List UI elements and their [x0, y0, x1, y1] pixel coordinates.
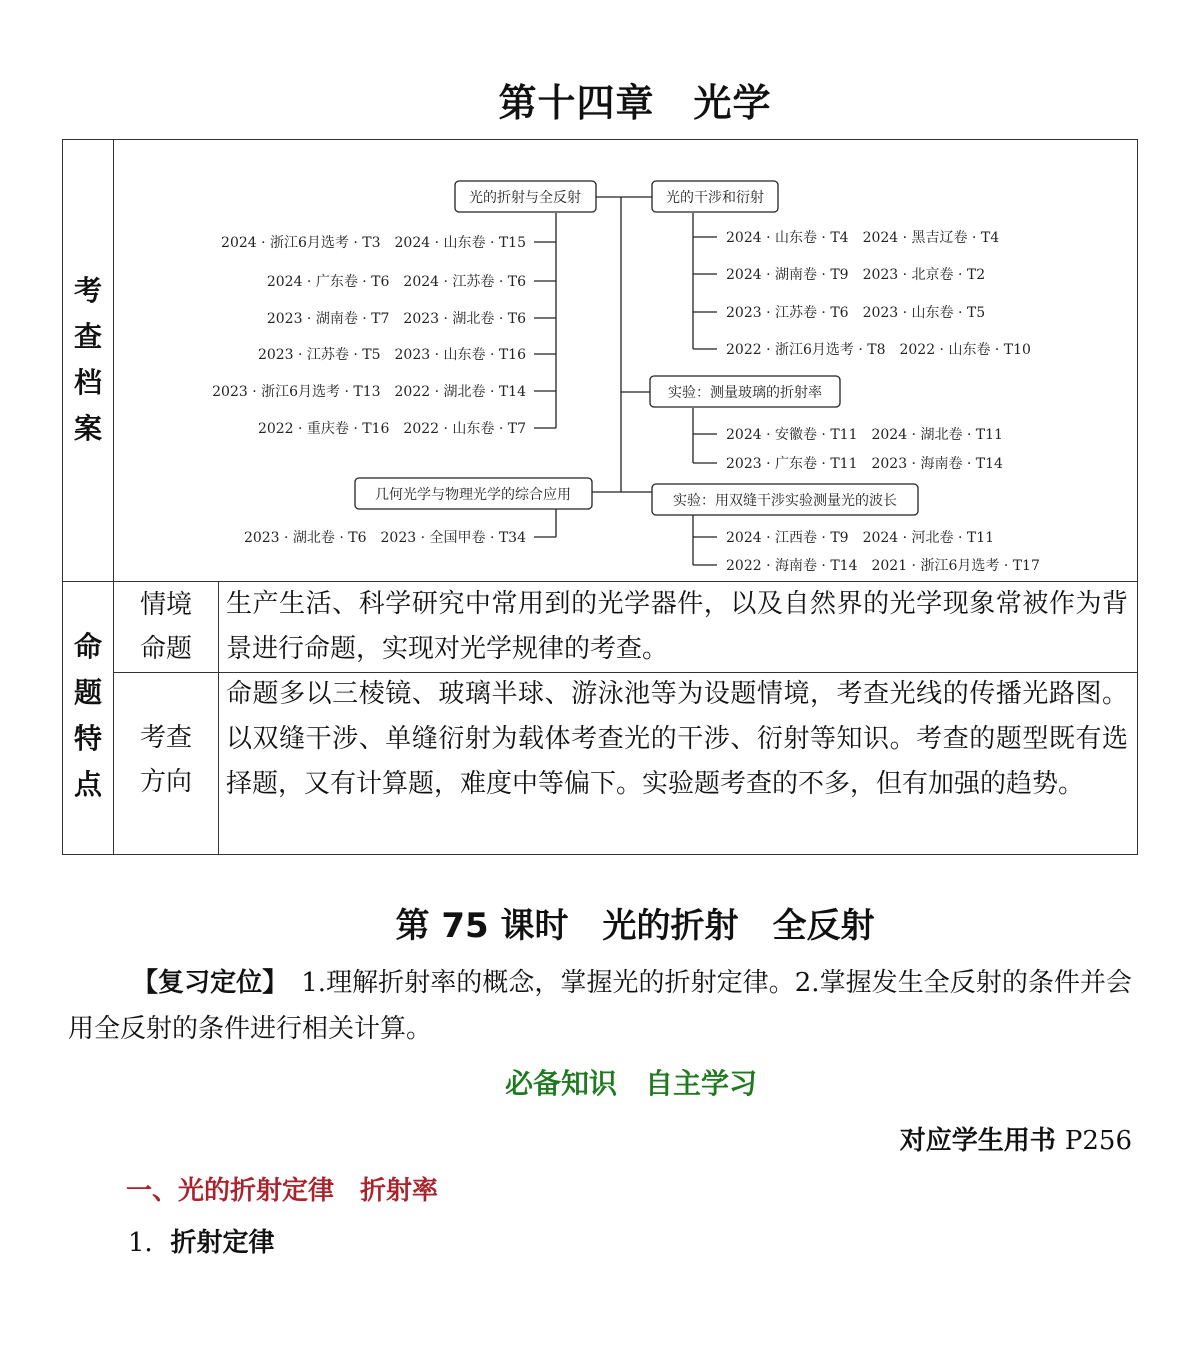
reference-page: P256 [1064, 1126, 1132, 1156]
topic-exp-doubleslit: 实验：用双缝干涉实验测量光的波长 [673, 493, 897, 509]
topic-refraction: 光的折射与全反射 [469, 190, 581, 206]
row-label-exam-archive: 考 查 档 案 [73, 274, 102, 445]
exp-doubleslit-item: 2022 · 海南卷 · T14 2021 · 浙江6月选考 · T17 [726, 558, 1040, 574]
book-reference [900, 1120, 1132, 1157]
table-divider [218, 581, 219, 855]
sub-label-context: 情境 命题 [139, 590, 192, 664]
refraction-item: 2023 · 江苏卷 · T5 2023 · 山东卷 · T16 [257, 347, 526, 363]
combined-item: 2023 · 湖北卷 · T6 2023 · 全国甲卷 · T34 [243, 530, 526, 546]
topic-combined: 几何光学与物理光学的综合应用 [375, 487, 571, 503]
interference-item: 2024 · 山东卷 · T4 2024 · 黑吉辽卷 · T4 [726, 230, 1000, 246]
review-text: 1.理解折射率的概念，掌握光的折射定律。2.掌握发生全反射的条件并会用全反射的条件进行相关计算。 [68, 968, 1132, 1044]
sub-label-direction: 考查 方向 [139, 723, 192, 797]
exam-mindmap [0, 0, 1200, 600]
row-label-question-features: 命 题 特 点 [73, 630, 102, 801]
section-banner: 必备知识 自主学习 [504, 1067, 757, 1100]
review-positioning [68, 960, 1132, 1052]
exp-doubleslit-item: 2024 · 江西卷 · T9 2024 · 河北卷 · T11 [726, 530, 995, 546]
exp-glass-item: 2024 · 安徽卷 · T11 2024 · 湖北卷 · T11 [726, 427, 1003, 443]
item-number: 1． [128, 1228, 171, 1258]
refraction-item: 2023 · 湖南卷 · T7 2023 · 湖北卷 · T6 [266, 311, 526, 327]
chapter-title: 第十四章 光学 [498, 81, 772, 125]
exp-glass-item: 2023 · 广东卷 · T11 2023 · 海南卷 · T14 [726, 456, 1003, 472]
refraction-item: 2024 · 浙江6月选考 · T3 2024 · 山东卷 · T15 [221, 235, 526, 251]
reference-label: 对应学生用书 [899, 1126, 1056, 1156]
section-heading: 一、光的折射定律 折射率 [126, 1176, 439, 1206]
item-title: 折射定律 [170, 1228, 275, 1258]
review-label: 【复习定位】 [132, 968, 276, 998]
interference-item: 2022 · 浙江6月选考 · T8 2022 · 山东卷 · T10 [726, 342, 1031, 358]
interference-item: 2024 · 湖南卷 · T9 2023 · 北京卷 · T2 [726, 267, 986, 283]
topic-exp-glass: 实验：测量玻璃的折射率 [668, 385, 822, 401]
topic-interference: 光的干涉和衍射 [666, 190, 764, 206]
direction-description: 命题多以三棱镜、玻璃半球、游泳池等为设题情境，考查光线的传播光路图。以双缝干涉、单缝衍射为载体考查光的干涉、衍射等知识。考查的题型既有选择题，又有计算题，难度中等偏下。实验题考查的不多，但有加强的趋势。 [226, 679, 1128, 799]
refraction-item: 2022 · 重庆卷 · T16 2022 · 山东卷 · T7 [257, 421, 526, 437]
context-description: 生产生活、科学研究中常用到的光学器件，以及自然界的光学现象常被作为背景进行命题，实现对光学规律的考查。 [226, 589, 1128, 664]
interference-item: 2023 · 江苏卷 · T6 2023 · 山东卷 · T5 [726, 305, 986, 321]
refraction-item: 2024 · 广东卷 · T6 2024 · 江苏卷 · T6 [266, 274, 526, 290]
lesson-title: 第 75 课时 光的折射 全反射 [395, 906, 875, 946]
item-heading [128, 1222, 275, 1259]
refraction-item: 2023 · 浙江6月选考 · T13 2022 · 湖北卷 · T14 [212, 384, 526, 400]
